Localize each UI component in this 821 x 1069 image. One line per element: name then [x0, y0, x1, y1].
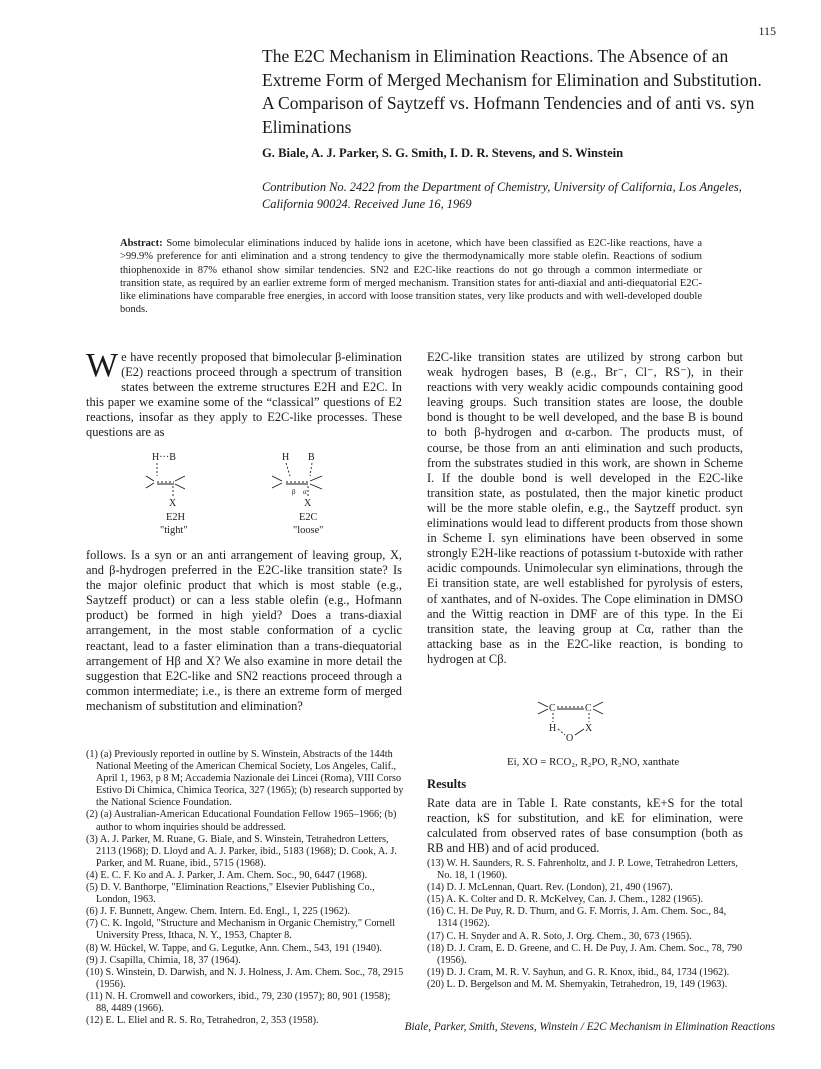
svg-text:B: B	[308, 452, 315, 463]
paper-title: The E2C Mechanism in Elimination Reactions. The Absence of an Extreme Form of Merged Mechanism for Elimination and Substitution. A Comparison of Saytzeff vs. Hofmann Tendencies and of anti vs. syn Eliminations	[262, 46, 762, 137]
reference: (15) A. K. Colter and D. R. McKelvey, Can. J. Chem., 1282 (1965).	[427, 894, 704, 906]
svg-text:β: β	[292, 488, 296, 496]
reference: (16) C. H. De Puy, R. D. Thurn, and G. F. Morris, J. Am. Chem. Soc., 84, 1314 (1962).	[427, 906, 727, 930]
reference: (10) S. Winstein, D. Darwish, and N. J. Holness, J. Am. Chem. Soc., 78, 2915 (1956).	[86, 966, 404, 990]
svg-text:H: H	[549, 723, 557, 734]
intro-paragraph-continued: follows. Is a syn or an anti arrangement of leaving group, X, and β-hydrogen preferred in the E2C-like transition state? Is the major olefinic product that which is most stable (e.g., Saytzeff product) or can a less stable olefin (e.g., Hofmann product) be formed in high yield? Does a trans-diaxial arrangement, in the most stable conformation of a cyclic reactant, lead to a faster elimination than a trans-diequatorial arrangement of Hβ and X? We also examine in more detail the suggestion that E2C-like and SN2 reactions proceed through a common intermediate; i.e., is there an extreme form of merged mechanism of substitution and elimination?	[86, 548, 402, 713]
ei-structure	[532, 696, 642, 746]
e2c-sublabel: "loose"	[293, 525, 324, 536]
reference: (2) (a) Australian-American Educational Foundation Fellow 1965–1966; (b) author to whom inquiries should be addressed.	[86, 809, 397, 833]
e2c-label: E2C	[299, 512, 318, 523]
svg-text:α: α	[303, 488, 307, 496]
reference: (4) E. C. F. Ko and A. J. Parker, J. Am. Chem. Soc., 90, 6447 (1968).	[86, 869, 368, 881]
abstract-text: Some bimolecular eliminations induced by halide ions in acetone, which have been classified as E2C-like reactions, have a >99.9% preference for anti elimination and a strong tendency to give the thermodynamically more stable olefin. Reactions of sodium thiophenoxide in 87% ethanol show similar tendencies. SN2 and E2C-like reactions do not go through a common intermediate or transition state, as required by an earlier extreme form of merged mechanism. Transition states for anti-diaxial and anti-diequatorial E2C-like eliminations have comparable free energies, in accord with loose transition states, very like products and with well-developed double bonds.	[120, 238, 702, 316]
results-heading: Results	[427, 777, 467, 791]
reference: (5) D. V. Banthorpe, "Elimination Reactions," Elsevier Publishing Co., London, 1963.	[86, 882, 375, 906]
page-number: 115	[758, 24, 776, 38]
reference: (18) D. J. Cram, E. D. Greene, and C. H. De Puy, J. Am. Chem. Soc., 78, 790 (1956).	[427, 942, 743, 966]
references-right	[427, 858, 745, 991]
reference: (17) C. H. Snyder and A. R. Soto, J. Org. Chem., 30, 673 (1965).	[427, 930, 692, 942]
svg-text:X: X	[169, 498, 177, 509]
reference: (1) (a) Previously reported in outline by S. Winstein, Abstracts of the 144th National Meeting of the American Chemical Society, Los Angeles, Calif., April 1, 1963, p 8 M; Accademia Nazionale dei Lincei (Roma), VIII Corso Estivo Di Chimica, Chimica Teorica, 327 (1965); (b) research supported by the National Science Foundation.	[86, 749, 404, 809]
e2h-sublabel: "tight"	[160, 525, 188, 536]
reference: (8) W. Hückel, W. Tappe, and G. Legutke, Ann. Chem., 543, 191 (1940).	[86, 942, 382, 954]
svg-text:O: O	[566, 733, 574, 744]
running-footer: Biale, Parker, Smith, Stevens, Winstein / E2C Mechanism in Elimination Reactions	[404, 1021, 775, 1033]
e2h-label: E2H	[166, 512, 186, 523]
intro-paragraph	[86, 347, 402, 441]
intro-text: e have recently proposed that bimolecular β-elimination (E2) reactions proceed through a spectrum of transition states between the extreme structures E2H and E2C. In this paper we examine some of the “classical” questions of E2 reactions, insofar as they apply to E2C-like processes. These questions are as	[86, 350, 402, 440]
author-list: G. Biale, A. J. Parker, S. G. Smith, I. D. R. Stevens, and S. Winstein	[262, 146, 624, 160]
references-left	[86, 749, 404, 1027]
reference: (11) N. H. Cromwell and coworkers, ibid., 79, 230 (1957); 80, 901 (1958); 88, 4489 (1966).	[86, 990, 391, 1014]
results-paragraph: Rate data are in Table I. Rate constants, kE+S for the total reaction, kS for substitution, and kE for elimination, were calculated from observed rates of base consumption (both as RB and HB) and of acid produced.	[427, 796, 743, 856]
svg-text:H···B: H···B	[152, 452, 176, 463]
svg-text:H: H	[282, 452, 290, 463]
ei-caption: Ei, XO = RCO₂, R₂PO, R₂NO, xanthate	[507, 756, 680, 768]
reference: (9) J. Csapilla, Chimia, 18, 37 (1964).	[86, 954, 241, 966]
svg-text:X: X	[585, 723, 593, 734]
reference: (7) C. K. Ingold, "Structure and Mechanism in Organic Chemistry," Cornell University Press, Ithaca, N. Y., 1953, Chapter 8.	[86, 918, 396, 942]
reference: (6) J. F. Bunnett, Angew. Chem. Intern. Ed. Engl., 1, 225 (1962).	[86, 906, 350, 918]
svg-text:C: C	[549, 703, 556, 714]
reference: (12) E. L. Eliel and R. S. Ro, Tetrahedron, 2, 353 (1958).	[86, 1015, 319, 1027]
svg-text:C: C	[585, 703, 592, 714]
reference: (19) D. J. Cram, M. R. V. Sayhun, and G. R. Knox, ibid., 84, 1734 (1962).	[427, 966, 730, 978]
reference: (20) L. D. Bergelson and M. M. Shemyakin, Tetrahedron, 19, 149 (1963).	[427, 978, 728, 990]
e2c-structure	[272, 452, 322, 509]
body-paragraph-e2c: E2C-like transition states are utilized by strong carbon but weak hydrogen bases, B (e.g., Br⁻, Cl⁻, RS⁻), in their reactions with very weakly acidic compounds containing good leaving groups. Such transition states are loose, the double bond is thought to be well developed, and the base B is bound to both β-hydrogen and α-carbon. The products must, of course, be those from an anti elimination and such products, from the substrates studied in this work, are shown in Scheme I. If the double bond is well developed in the E2C-like transition state, as postulated, then the major kinetic product will be the more stable olefin, e.g., the Saytzeff product. syn eliminations would lead to different products from those shown in Scheme I. syn eliminations have been observed in some strongly E2H-like reactions of potassium t-butoxide with rather acidic compounds. Unimolecular syn eliminations, through the Ei transition state, are well established for pyrolysis of esters, of xanthates, and of N-oxides. The Cope elimination in DMSO and the Wittig reaction in DMF are of this type. In the Ei transition state, the leaving group at Cα, rather than the attacking base as in the E2C-like reaction, is bonding to hydrogen at Cβ.	[427, 350, 743, 666]
contribution-line: Contribution No. 2422 from the Department of Chemistry, University of California, Los Angeles, California 90024. Received June 16, 1969	[262, 180, 742, 211]
abstract	[120, 237, 702, 317]
reference: (13) W. H. Saunders, R. S. Fahrenholtz, and J. P. Lowe, Tetrahedron Letters, No. 18, 1 (1960).	[427, 858, 738, 882]
reference: (3) A. J. Parker, M. Ruane, G. Biale, and S. Winstein, Tetrahedron Letters, 2113 (1968); D. Lloyd and A. J. Parker, ibid., 5183 (1968); D. Cook, A. J. Parker, and M. Ruane, ibid., 5715 (1968).	[86, 833, 397, 869]
e2h-structure	[146, 452, 185, 509]
svg-text:X: X	[304, 498, 312, 509]
reference: (14) D. J. McLennan, Quart. Rev. (London), 21, 490 (1967).	[427, 882, 673, 894]
abstract-label: Abstract:	[120, 238, 163, 249]
drop-cap: W	[86, 347, 119, 384]
